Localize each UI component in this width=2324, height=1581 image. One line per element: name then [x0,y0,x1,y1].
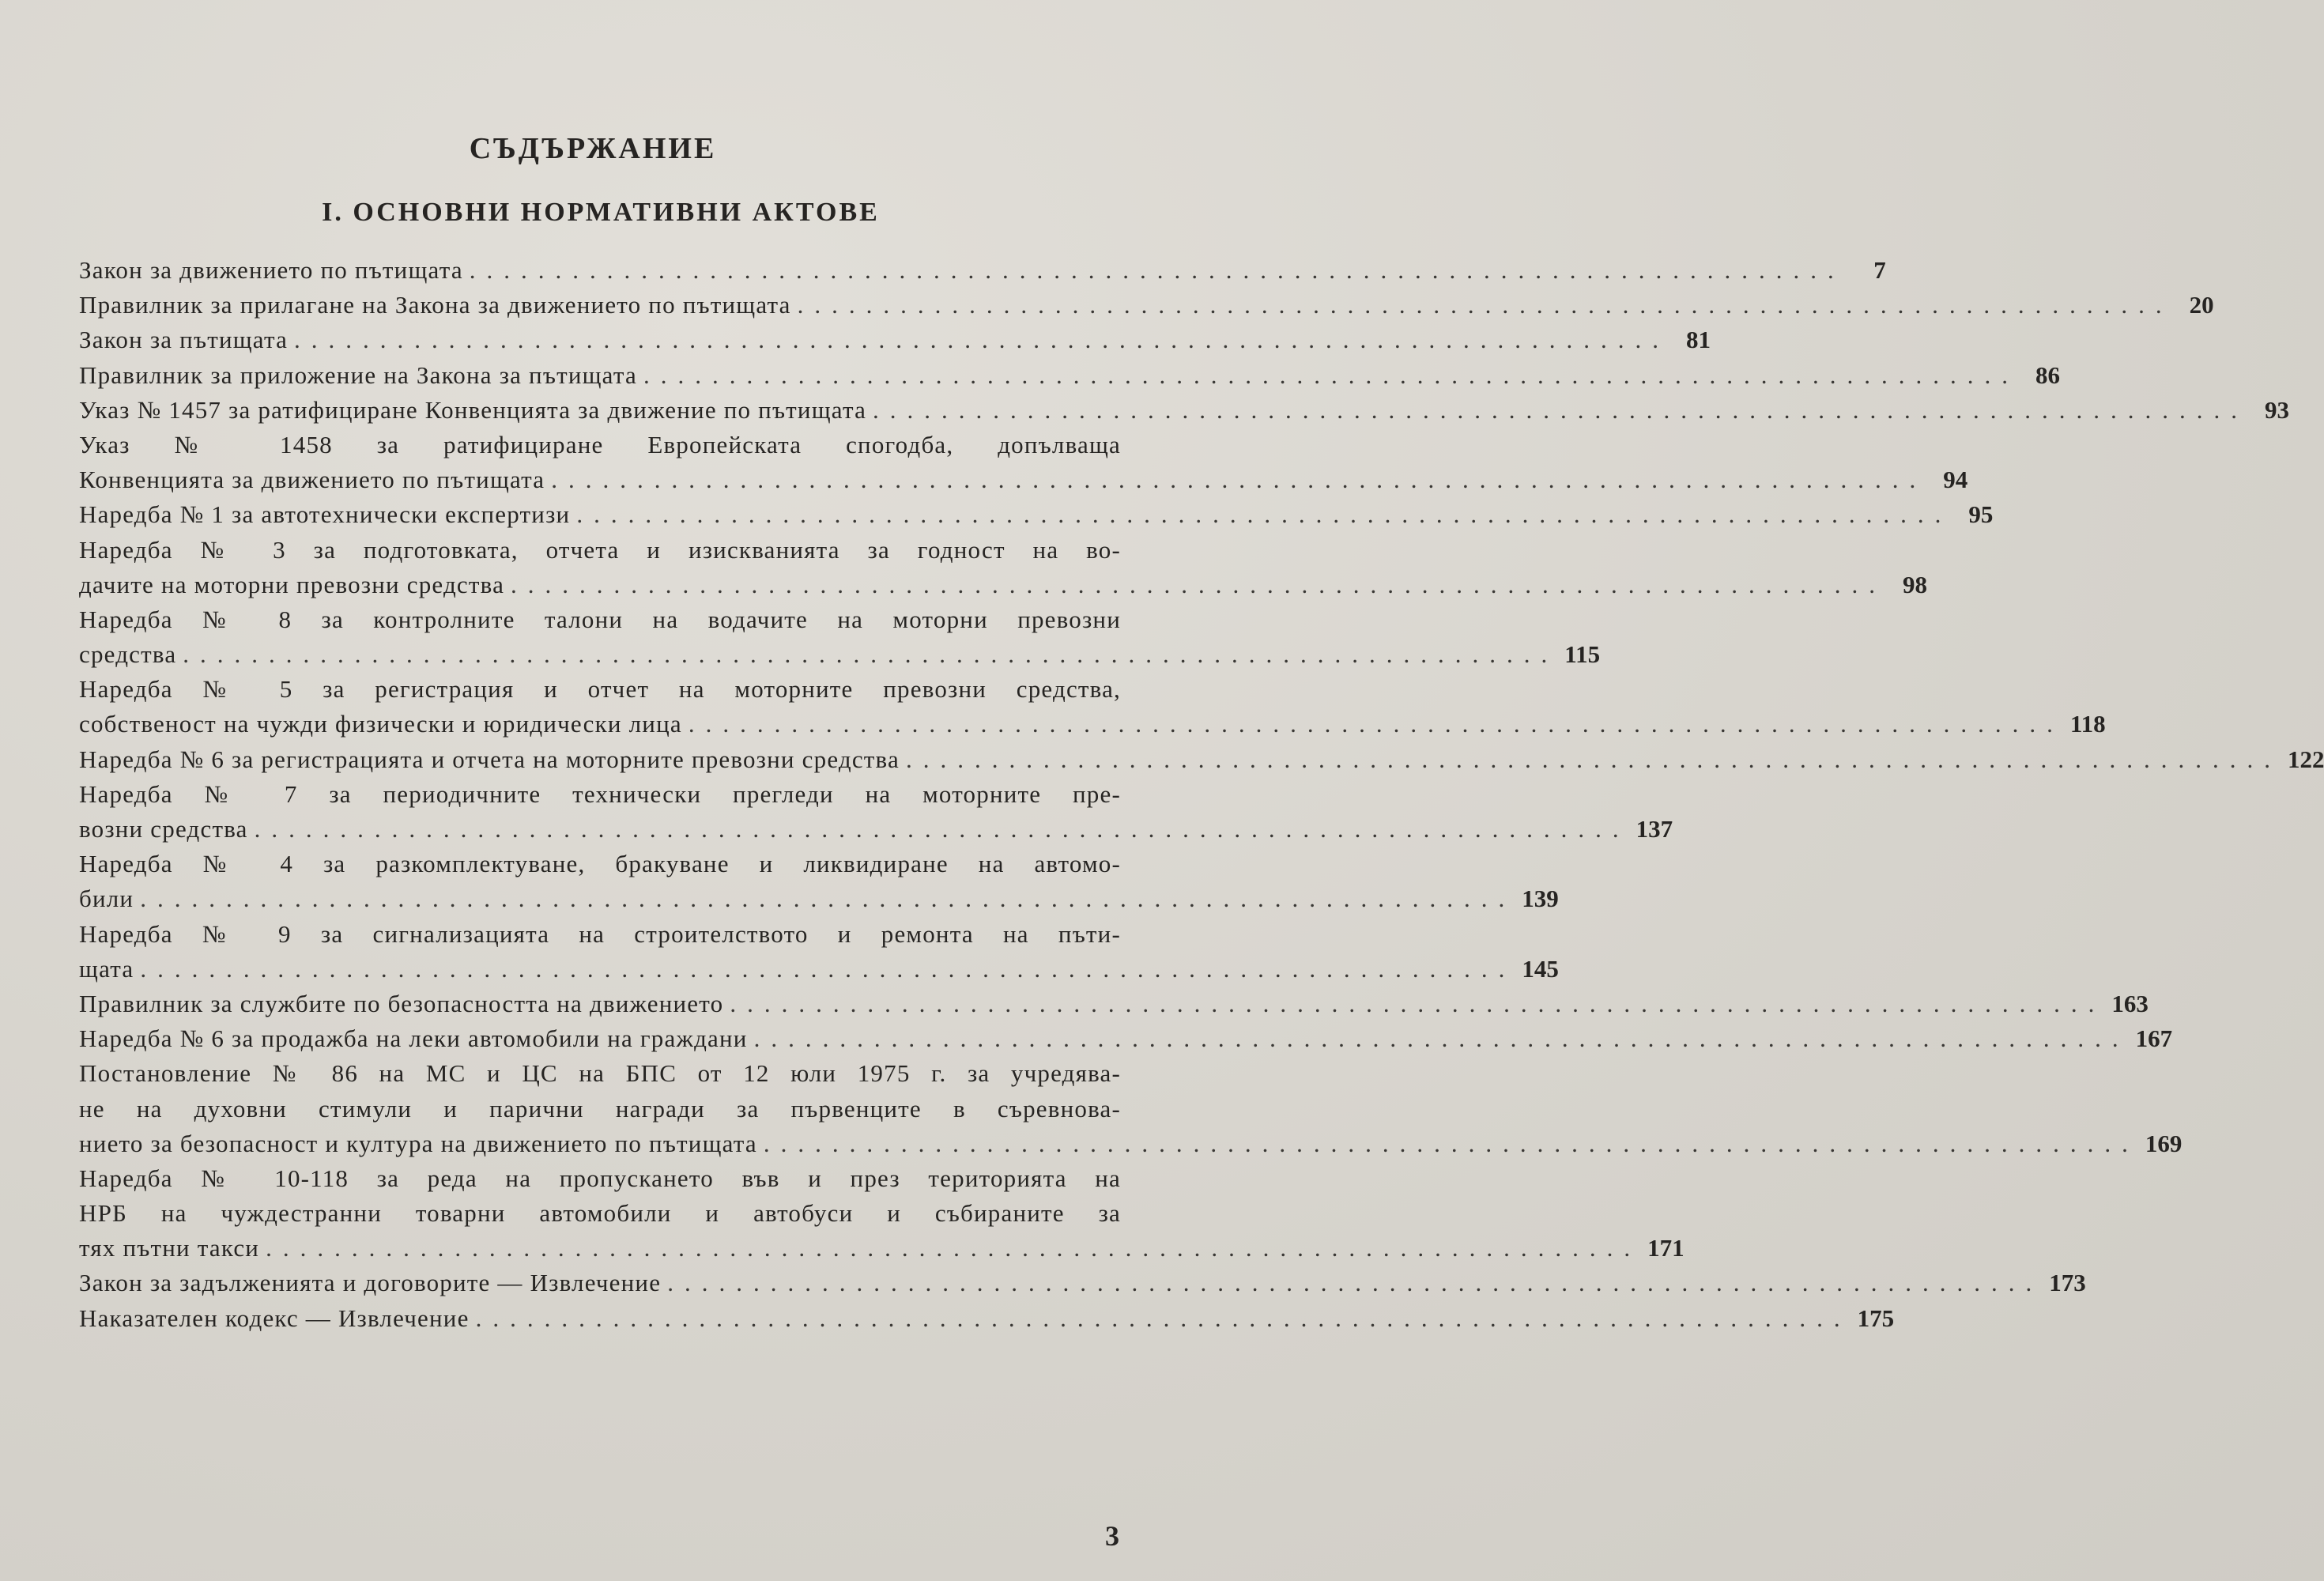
dot-leader: ................................................................................ [797,291,2173,319]
toc-entry-line: Наредба № 10-118 за реда на пропускането във и през територията на [79,1164,1121,1192]
toc-entry-text: средства [79,640,177,669]
section-heading: I. ОСНОВНИ НОРМАТИВНИ АКТОВЕ [322,198,880,227]
toc-entry-last-line [79,707,2106,741]
toc-entry-line: Наредба № 5 за регистрация и отчет на моторните превозни средства, [79,675,1121,704]
toc-entry[interactable] [79,1056,2183,1161]
dot-leader: ................................................................................ [511,570,1887,598]
toc-entry[interactable] [79,987,2149,1021]
toc-page-number: 169 [2145,1129,2183,1157]
dot-leader: ................................................................................ [688,710,2064,738]
dot-leader: ................................................................................ [905,745,2281,773]
dot-leader: ................................................................................ [576,500,1952,529]
toc-entry-last-line [79,1126,2183,1161]
toc-page-number: 137 [1635,815,1673,843]
toc-entry-text: щата [79,954,134,983]
toc-entry[interactable] [79,288,2214,323]
toc-page-number: 20 [2189,291,2214,319]
toc-entry-last-line [79,742,2324,777]
toc-entry-text: Правилник за прилагане на Закона за движението по пътищата [79,291,791,319]
toc-entry-last-line [79,881,1559,916]
toc-entry-last-line [79,1266,2086,1300]
page-title: СЪДЪРЖАНИЕ [469,132,717,165]
toc-entry-text: нието за безопасност и култура на движението по пътищата [79,1129,757,1157]
toc-entry-text: били [79,885,134,913]
toc-entry-last-line [79,462,1968,497]
toc-entry-text: собственост на чужди физически и юридически лица [79,710,682,738]
toc-entry[interactable] [79,393,2290,428]
toc-entry[interactable] [79,742,2324,777]
toc-entry-line: НРБ на чуждестранни товарни автомобили и автобуси и събираните за [79,1199,1121,1228]
dot-leader: ................................................................................ [140,954,1516,983]
toc-entry-text: Наредба № 1 за автотехнически експертизи [79,500,571,529]
toc-page-number: 173 [2049,1269,2086,1297]
toc-entry-last-line [79,1301,1895,1336]
toc-entry-last-line [79,253,1886,288]
toc-page-number: 98 [1903,570,1928,598]
toc-entry-last-line [79,497,1994,532]
dot-leader: ................................................................................ [266,1234,1642,1262]
toc-entry-last-line [79,393,2290,428]
toc-entry-last-line [79,288,2214,323]
dot-leader: ................................................................................ [763,1129,2139,1157]
toc-page-number: 118 [2069,710,2106,738]
dot-leader: ................................................................................ [873,395,2249,424]
toc-page-number: 139 [1522,885,1559,913]
dot-leader: ................................................................................ [730,989,2106,1017]
toc-entry[interactable] [79,847,1559,916]
toc-entry-text: возни средства [79,815,248,843]
toc-entry[interactable] [79,1161,1685,1266]
dot-leader: ................................................................................ [469,256,1845,284]
toc-entry[interactable] [79,428,1968,497]
toc-entry-line: Наредба № 3 за подготовката, отчета и изискванията за годност на во- [79,535,1121,564]
toc-page-number: 81 [1686,326,1711,354]
toc-page-number: 95 [1968,500,1994,529]
toc-entry[interactable] [79,358,2060,393]
toc-entry[interactable] [79,323,1711,357]
toc-entry-last-line [79,323,1711,357]
toc-entry-last-line [79,987,2149,1021]
dot-leader: ................................................................................ [475,1304,1851,1332]
dot-leader: ................................................................................ [667,1269,2043,1297]
toc-entry-last-line [79,1021,2173,1056]
toc-entry-text: Закон за движението по пътищата [79,256,463,284]
toc-entry-last-line [79,812,1673,847]
toc-entry[interactable] [79,1021,2173,1056]
toc-entry-text: Правилник за службите по безопасността на движението [79,989,724,1017]
toc-entry-last-line [79,637,1601,672]
toc-entry-last-line [79,1231,1685,1266]
toc-entry-text: Закон за задълженията и договорите — Извлечение [79,1269,662,1297]
toc-page-number: 122 [2287,745,2324,773]
toc-entry-text: Наредба № 6 за регистрацията и отчета на моторните превозни средства [79,745,900,773]
toc-entry[interactable] [79,1266,2086,1300]
toc-entry[interactable] [79,1301,1895,1336]
toc-page-number: 93 [2265,395,2290,424]
toc-page-number: 7 [1873,256,1886,284]
toc-page-number: 94 [1943,466,1968,494]
toc-entry-text: Конвенцията за движението по пътищата [79,466,545,494]
toc-entry[interactable] [79,602,1601,672]
dot-leader: ................................................................................ [140,885,1516,913]
toc-page-number: 163 [2111,989,2149,1017]
toc-entry-line: не на духовни стимули и парични награди за първенците в съревнова- [79,1094,1121,1123]
toc-entry-text: Наказателен кодекс — Извлечение [79,1304,470,1332]
toc-page-number: 175 [1857,1304,1895,1332]
toc-page-number: 145 [1522,954,1559,983]
dot-leader: ................................................................................ [551,466,1927,494]
dot-leader: ................................................................................ [254,815,1630,843]
toc-entry-text: Закон за пътищата [79,326,289,354]
toc-entry-text: Правилник за приложение на Закона за пътищата [79,360,637,389]
toc-entry-last-line [79,358,2060,393]
toc-entry[interactable] [79,777,1673,847]
page-number: 3 [1105,1520,1119,1552]
table-of-contents [79,253,2324,1336]
toc-entry[interactable] [79,253,1886,288]
toc-page-number: 171 [1647,1234,1685,1262]
dot-leader: ................................................................................ [643,360,2019,389]
toc-entry[interactable] [79,497,1994,532]
toc-entry-text: Указ № 1457 за ратифициране Конвенцията за движение по пътищата [79,395,867,424]
toc-entry[interactable] [79,672,2106,741]
toc-page-number: 86 [2035,360,2060,389]
dot-leader: ................................................................................ [183,640,1559,669]
toc-entry[interactable] [79,917,1559,987]
toc-page-number: 167 [2135,1024,2173,1053]
dot-leader: ................................................................................ [753,1024,2130,1053]
toc-entry-line: Наредба № 9 за сигнализацията на строителството и ремонта на пъти- [79,919,1121,948]
toc-entry-line: Наредба № 7 за периодичните технически прегледи на моторните пре- [79,779,1121,808]
toc-entry-text: дачите на моторни превозни средства [79,570,505,598]
toc-entry-text: Наредба № 6 за продажба на леки автомобили на граждани [79,1024,748,1053]
toc-entry[interactable] [79,533,1928,602]
toc-entry-text: тях пътни такси [79,1234,260,1262]
toc-entry-last-line [79,952,1559,987]
dot-leader: ................................................................................ [294,326,1670,354]
toc-page-number: 115 [1564,640,1601,669]
toc-entry-line: Наредба № 4 за разкомплектуване, бракуване и ликвидиране на автомо- [79,850,1121,878]
toc-entry-line: Указ № 1458 за ратифициране Европейската спогодба, допълваща [79,430,1121,458]
toc-entry-line: Наредба № 8 за контролните талони на водачите на моторни превозни [79,605,1121,633]
toc-entry-last-line [79,568,1928,602]
toc-entry-line: Постановление № 86 на МС и ЦС на БПС от 12 юли 1975 г. за учредява- [79,1059,1121,1088]
